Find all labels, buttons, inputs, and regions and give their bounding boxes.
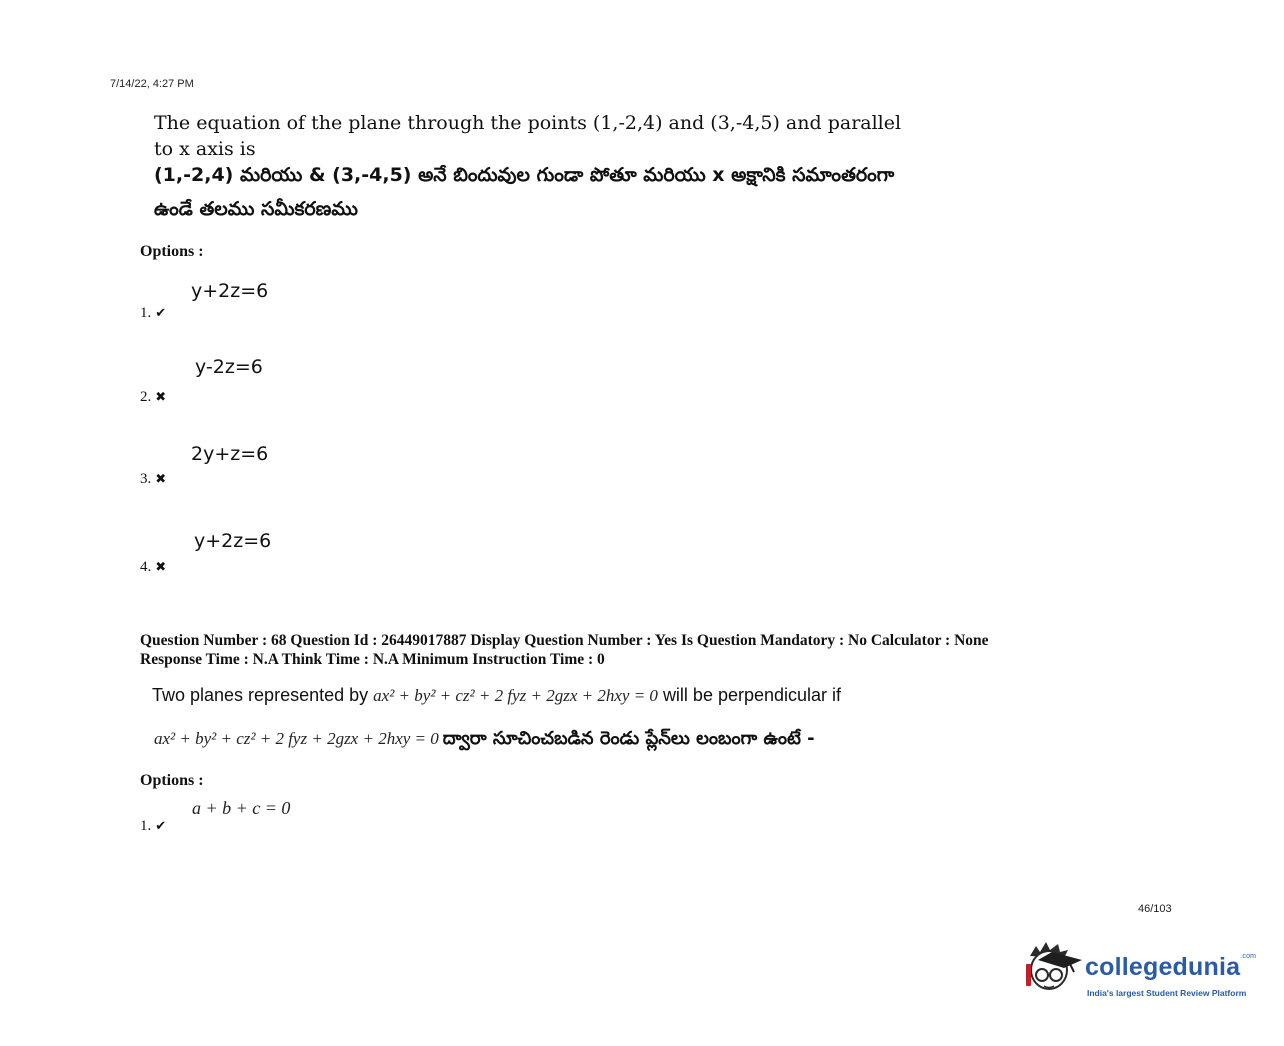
option-number-label: 1.	[140, 818, 152, 834]
question-2-prefix: Two planes represented by	[152, 685, 369, 705]
mascot-icon	[1024, 938, 1086, 1010]
question-2-suffix: will be perpendicular if	[662, 685, 842, 705]
check-icon: ✔	[155, 819, 167, 834]
question-meta-line-2: Response Time : N.A Think Time : N.A Minimum Instruction Time : 0	[140, 651, 605, 668]
brand-tld: .com	[1240, 953, 1257, 960]
option-number-label: 2.	[140, 389, 152, 405]
question-text-line-2: to x axis is	[154, 138, 256, 160]
cross-icon: ✖	[155, 390, 167, 405]
option-number-label: 3.	[140, 471, 152, 487]
question-telugu-line-2: ఉండే తలము సమీకరణము	[154, 198, 359, 220]
question-2-text	[152, 685, 841, 706]
option-2-text: y-2z=6	[195, 356, 263, 378]
question-text-line-1: The equation of the plane through the points (1,-2,4) and (3,-4,5) and parallel	[154, 112, 902, 134]
question-2-option-1-text: a + b + c = 0	[192, 798, 291, 818]
option-3-number	[140, 471, 166, 488]
option-number-label: 4.	[140, 559, 152, 575]
brand-tagline: India's largest Student Review Platform	[1087, 988, 1247, 998]
check-icon: ✔	[155, 306, 167, 321]
options-heading: Options :	[140, 772, 204, 789]
question-2-telugu-equation: ax² + by² + cz² + 2 fyz + 2gzx + 2hxy = 0	[154, 729, 439, 748]
cross-icon: ✖	[155, 560, 167, 575]
brand-name-text: collegedunia	[1085, 953, 1241, 981]
question-telugu-line-1: (1,-2,4) మరియు & (3,-4,5) అనే బిందువుల గుండా పోతూ మరియు x అక్షానికి సమాంతరంగా	[154, 164, 895, 186]
question-meta-line-1: Question Number : 68 Question Id : 26449017887 Display Question Number : Yes Is Question Mandatory : No Calculator : None	[140, 632, 989, 649]
option-2-number	[140, 389, 166, 406]
option-4-text: y+2z=6	[194, 530, 272, 552]
cross-icon: ✖	[155, 472, 167, 487]
option-4-number	[140, 559, 166, 576]
question-2-telugu-text: ద్వారా సూచించబడిన రెండు ప్లేన్‌లు లంబంగా ఉంటే -	[442, 728, 815, 749]
question-2-telugu	[154, 728, 815, 753]
option-number-label: 1.	[140, 305, 152, 321]
page-number: 46/103	[1138, 903, 1172, 915]
option-1-text: y+2z=6	[191, 280, 269, 302]
option-1-number	[140, 305, 166, 322]
print-timestamp: 7/14/22, 4:27 PM	[110, 78, 194, 90]
options-heading: Options :	[140, 243, 204, 260]
question-2-option-1-number	[140, 818, 166, 835]
option-3-text: 2y+z=6	[191, 443, 269, 465]
brand-name	[1085, 953, 1256, 982]
question-2-equation: ax² + by² + cz² + 2 fyz + 2gzx + 2hxy = 0	[373, 686, 658, 705]
